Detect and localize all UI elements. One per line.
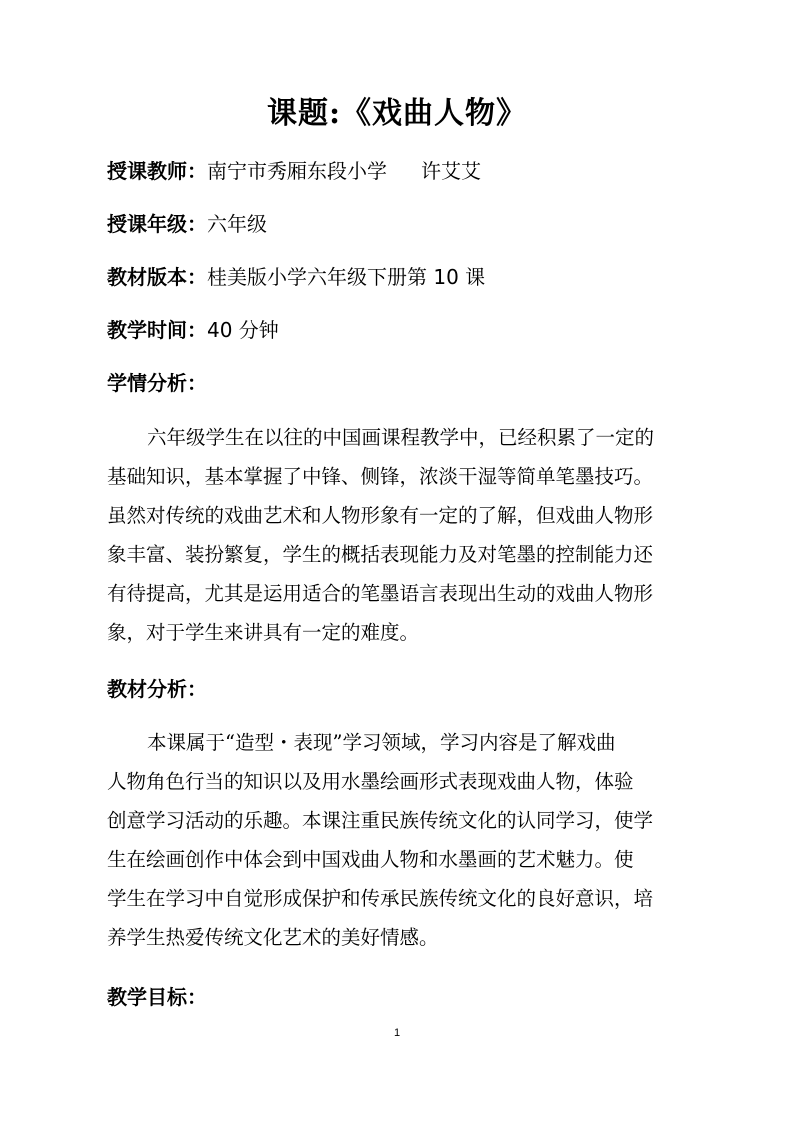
- textbook-field: [107, 263, 485, 291]
- grade-value: 六年级: [207, 212, 267, 236]
- duration-field: [107, 316, 279, 344]
- teaching-goals-heading: 教学目标：: [107, 985, 207, 1009]
- grade-field: [107, 210, 267, 238]
- page-number: 1: [393, 1027, 401, 1039]
- paragraph-line: 六年级学生在以往的中国画课程教学中，已经积累了一定的: [147, 426, 655, 449]
- grade-label: 授课年级：: [107, 212, 207, 236]
- paragraph-line: 生在绘画创作中体会到中国戏曲人物和水墨画的艺术魅力。使: [107, 848, 634, 871]
- student-analysis-heading: 学情分析：: [107, 371, 207, 395]
- paragraph-line: 基础知识，基本掌握了中锋、侧锋，浓淡干湿等简单笔墨技巧。: [107, 465, 654, 488]
- paragraph-line: 人物角色行当的知识以及用水墨绘画形式表现戏曲人物，体验: [107, 770, 634, 793]
- page-title: 课题:《戏曲人物》: [266, 96, 528, 131]
- teacher-field: [107, 157, 481, 185]
- student-analysis-paragraph: [107, 418, 691, 652]
- teacher-label: 授课教师：: [107, 159, 207, 183]
- textbook-value: 桂美版小学六年级下册第 10 课: [207, 265, 486, 289]
- paragraph-line: 养学生热爱传统文化艺术的美好情感。: [107, 926, 439, 949]
- paragraph-line: 本课属于“造型・表现”学习领域，学习内容是了解戏曲: [147, 731, 616, 754]
- paragraph-line: 虽然对传统的戏曲艺术和人物形象有一定的了解，但戏曲人物形: [107, 504, 654, 527]
- duration-value: 40 分钟: [207, 318, 279, 342]
- textbook-analysis-heading: 教材分析：: [107, 677, 207, 701]
- textbook-analysis-paragraph: [107, 723, 691, 957]
- teacher-school: 南宁市秀厢东段小学: [207, 159, 387, 183]
- paragraph-line: 创意学习活动的乐趣。本课注重民族传统文化的认同学习，使学: [107, 809, 654, 832]
- teacher-name: 许艾艾: [421, 159, 481, 183]
- textbook-label: 教材版本：: [107, 265, 207, 289]
- paragraph-line: 有待提高，尤其是运用适合的笔墨语言表现出生动的戏曲人物形: [107, 582, 654, 605]
- paragraph-line: 学生在学习中自觉形成保护和传承民族传统文化的良好意识，培: [107, 887, 654, 910]
- paragraph-line: 象丰富、装扮繁复，学生的概括表现能力及对笔墨的控制能力还: [107, 543, 654, 566]
- paragraph-line: 象，对于学生来讲具有一定的难度。: [107, 621, 420, 644]
- duration-label: 教学时间：: [107, 318, 207, 342]
